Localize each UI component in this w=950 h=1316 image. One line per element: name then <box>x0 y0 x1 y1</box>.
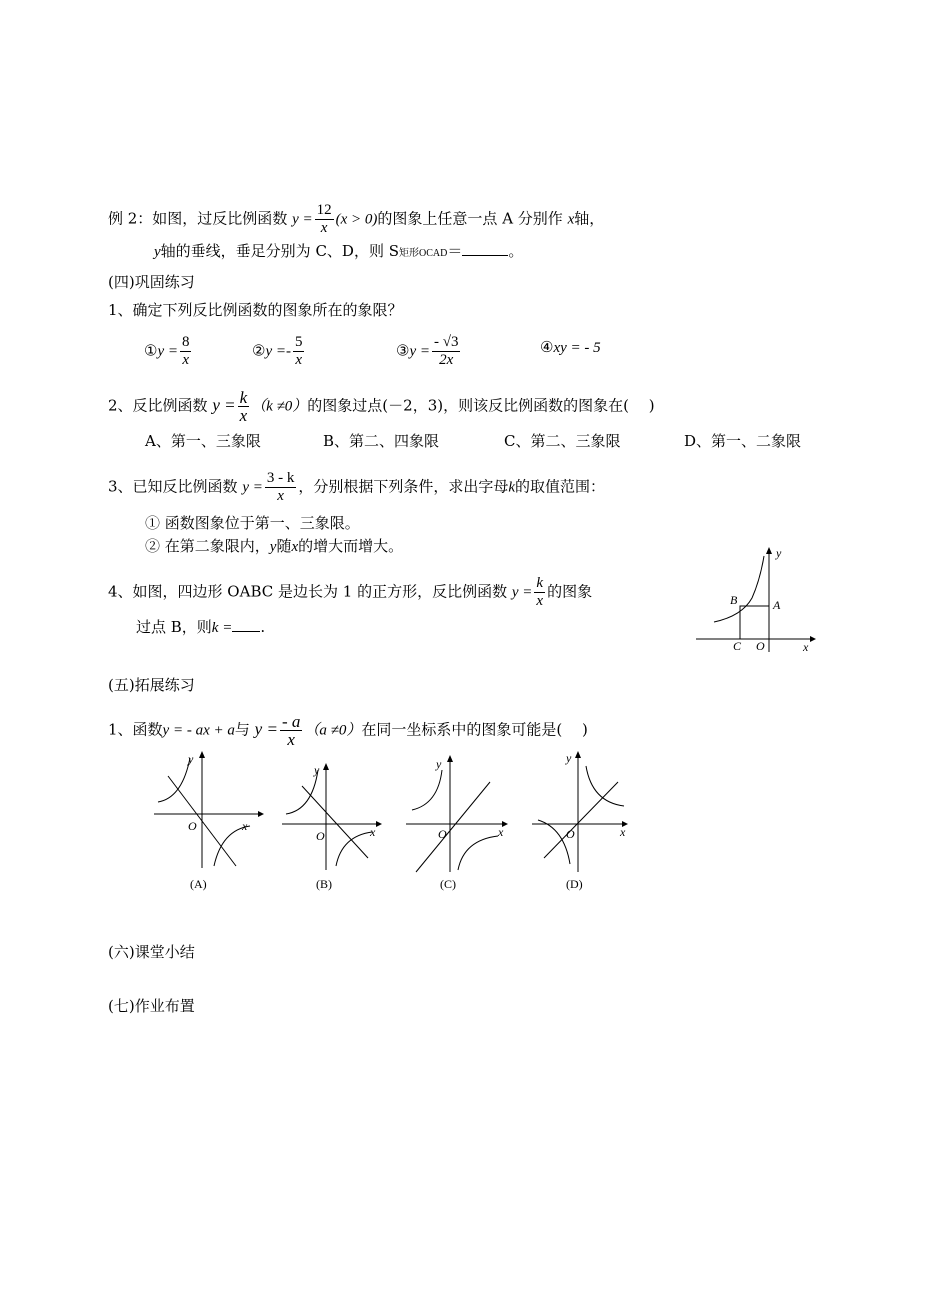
item-mark: ④ <box>540 338 554 356</box>
example2-line2-text: 轴的垂线，垂足分别为 C、D，则 S <box>160 242 399 260</box>
item-mark: ② <box>252 341 266 360</box>
q4-line1 <box>108 575 592 610</box>
label-y: y <box>314 763 320 777</box>
q1-item-3 <box>396 334 462 369</box>
section-title-7: (七)作业布置 <box>108 997 195 1015</box>
q3-k: k <box>508 479 516 496</box>
label-x: x <box>370 825 376 839</box>
y-arrow-icon <box>575 751 581 758</box>
q5-graph-a[interactable] <box>150 748 265 894</box>
label-o: O <box>188 819 197 833</box>
q5-condition: （a ≠0） <box>304 722 362 739</box>
q4-fraction <box>534 575 545 610</box>
q5-lhs: y = <box>254 719 278 739</box>
example2-y: y <box>154 244 161 260</box>
example2-line1 <box>108 202 604 237</box>
label-x: x <box>620 825 626 839</box>
section-title-6: (六)课堂小结 <box>108 943 195 961</box>
q5-line <box>108 713 588 748</box>
example2-line2 <box>154 241 523 264</box>
label-o: O <box>438 827 447 841</box>
q4-end: . <box>260 618 266 636</box>
q2-option-d[interactable]: D、第一、二象限 <box>684 432 802 450</box>
q3-lead: 3、已知反比例函数 <box>108 477 238 496</box>
answer-blank[interactable] <box>462 241 508 256</box>
q5-graph-c[interactable] <box>402 748 520 894</box>
q5-graph-d[interactable] <box>528 748 638 894</box>
q2-fraction <box>238 389 250 424</box>
q5-tail: 在同一坐标系中的图象可能是( ) <box>361 720 588 739</box>
example2-axis-word: 轴， <box>574 209 605 228</box>
fraction-denominator: x <box>277 488 284 504</box>
item-fraction <box>180 334 192 369</box>
x-arrow-icon <box>810 636 816 642</box>
q3-condition-1: ① 函数图象位于第一、三象限。 <box>145 514 360 532</box>
q4-lead: 4、如图，四边形 OABC 是边长为 1 的正方形，反比例函数 <box>108 582 508 601</box>
x-arrow-icon <box>258 811 264 817</box>
graph-label: (B) <box>316 877 332 891</box>
section-title-4: (四)巩固练习 <box>108 273 195 291</box>
fraction-numerator: k <box>536 575 544 591</box>
example2-fn-lhs: y = <box>292 211 313 228</box>
label-c: C <box>733 639 742 653</box>
label-x: x <box>242 819 248 833</box>
hyperbola-branch-4 <box>336 832 372 866</box>
label-b: B <box>730 593 738 607</box>
item-fraction <box>293 334 305 369</box>
q5-lead: 1、函数 <box>108 720 163 739</box>
item-fraction <box>432 334 460 369</box>
hyperbola-branch-2 <box>412 770 442 810</box>
q2-tail: 的图象过点(－2，3)，则该反比例函数的图象在( ) <box>307 396 655 415</box>
q4-line2-text: 过点 B，则 <box>136 618 212 636</box>
q2-option-b[interactable]: B、第二、四象限 <box>323 432 440 450</box>
label-x: x <box>498 825 504 839</box>
section-title-5: (五)拓展练习 <box>108 676 195 694</box>
q3-line <box>108 470 605 505</box>
item-mark: ① <box>144 341 158 360</box>
graph-label: (C) <box>440 877 456 891</box>
cond2-y: y <box>269 539 277 555</box>
q2-condition: （k ≠0） <box>251 398 308 415</box>
item-sign: - <box>285 343 291 360</box>
q5-graph-b[interactable] <box>278 748 393 894</box>
q1-item-4 <box>540 337 601 358</box>
item-lhs: y = <box>157 343 178 360</box>
fraction-denominator: x <box>287 730 295 749</box>
q1-item-2 <box>252 334 306 369</box>
q2-lhs: y = <box>212 395 236 415</box>
answer-blank[interactable] <box>232 617 260 632</box>
fraction-numerator: - a <box>281 712 301 731</box>
hyperbola-branch-2 <box>158 758 190 802</box>
q4-line2 <box>136 617 265 638</box>
example2-subscript-text: 矩形 <box>399 248 419 259</box>
hyperbola-branch-4 <box>458 836 498 870</box>
x-arrow-icon <box>376 821 382 827</box>
label-y: y <box>188 752 194 766</box>
example2-end: 。 <box>508 242 524 260</box>
fraction-denominator: 2x <box>439 352 454 368</box>
example2-x: x <box>567 211 575 228</box>
label-a: A <box>773 598 781 612</box>
fraction-numerator: 3 - k <box>266 470 295 486</box>
cond2-text: 的增大而增大。 <box>298 537 404 555</box>
q5-mid: 与 <box>234 720 250 739</box>
fraction-denominator: x <box>182 352 190 368</box>
fraction-denominator: x <box>295 352 303 368</box>
fraction-numerator: 5 <box>294 334 303 350</box>
fraction-denominator: x <box>320 220 328 236</box>
q5-linear-function: y = - ax + a <box>162 722 235 739</box>
fraction-numerator: 8 <box>181 334 190 350</box>
line-graph <box>544 782 618 858</box>
q4-k-eq: k = <box>211 620 233 636</box>
cond2-x: x <box>291 539 299 555</box>
graph-label: (A) <box>190 877 207 891</box>
label-y: y <box>776 546 782 560</box>
example2-condition: (x > 0) <box>335 211 378 228</box>
example2-lead: 例 2：如图，过反比例函数 <box>108 209 288 228</box>
q2-option-a[interactable]: A、第一、三象限 <box>145 432 261 450</box>
example2-text: 的图象上任意一点 A 分别作 <box>377 209 563 228</box>
q2-option-c[interactable]: C、第二、三象限 <box>504 432 621 450</box>
label-x: x <box>803 640 809 654</box>
label-y: y <box>436 757 442 771</box>
y-arrow-icon <box>323 763 329 770</box>
hyperbola-curve <box>714 556 764 622</box>
example2-fraction <box>315 202 334 237</box>
y-arrow-icon <box>447 755 453 762</box>
example2-subscript-label: OCAD <box>419 248 448 259</box>
q1-item-1 <box>144 334 193 369</box>
q4-lhs: y = <box>511 584 533 601</box>
q3-tail2: 的取值范围： <box>515 477 606 496</box>
label-o: O <box>756 639 765 653</box>
q2-lead: 2、反比例函数 <box>108 396 208 415</box>
item-lhs: y = <box>265 343 286 360</box>
cond2-text: ② 在第二象限内， <box>145 537 270 555</box>
line-graph <box>416 782 490 872</box>
fraction-denominator: x <box>239 406 248 425</box>
cond2-text: 随 <box>276 537 292 555</box>
square-oabc <box>740 606 769 639</box>
q3-condition-2 <box>145 536 403 557</box>
q3-tail1: ，分别根据下列条件，求出字母 <box>298 477 509 496</box>
q3-lhs: y = <box>242 479 263 496</box>
graph-label: (D) <box>566 877 583 891</box>
y-arrow-icon <box>766 547 772 554</box>
y-arrow-icon <box>199 751 205 758</box>
example2-equals: ＝ <box>447 242 463 260</box>
line-graph <box>302 786 368 858</box>
item-lhs: y = <box>409 343 430 360</box>
hyperbola-branch-1 <box>586 766 624 806</box>
fraction-numerator: 12 <box>316 202 332 218</box>
fraction-numerator: - √3 <box>433 334 459 350</box>
q1-text: 1、确定下列反比例函数的图象所在的象限？ <box>108 301 403 319</box>
fraction-numerator: k <box>239 388 248 407</box>
q4-figure <box>692 544 818 656</box>
q5-fraction <box>280 713 302 748</box>
label-o: O <box>566 827 575 841</box>
item-mark: ③ <box>396 341 410 360</box>
label-y: y <box>566 751 572 765</box>
label-o: O <box>316 829 325 843</box>
item-expression: xy = - 5 <box>553 340 601 356</box>
q2-line <box>108 389 655 424</box>
q3-fraction <box>265 470 297 505</box>
fraction-denominator: x <box>536 593 544 609</box>
q4-tail: 的图象 <box>547 582 593 601</box>
